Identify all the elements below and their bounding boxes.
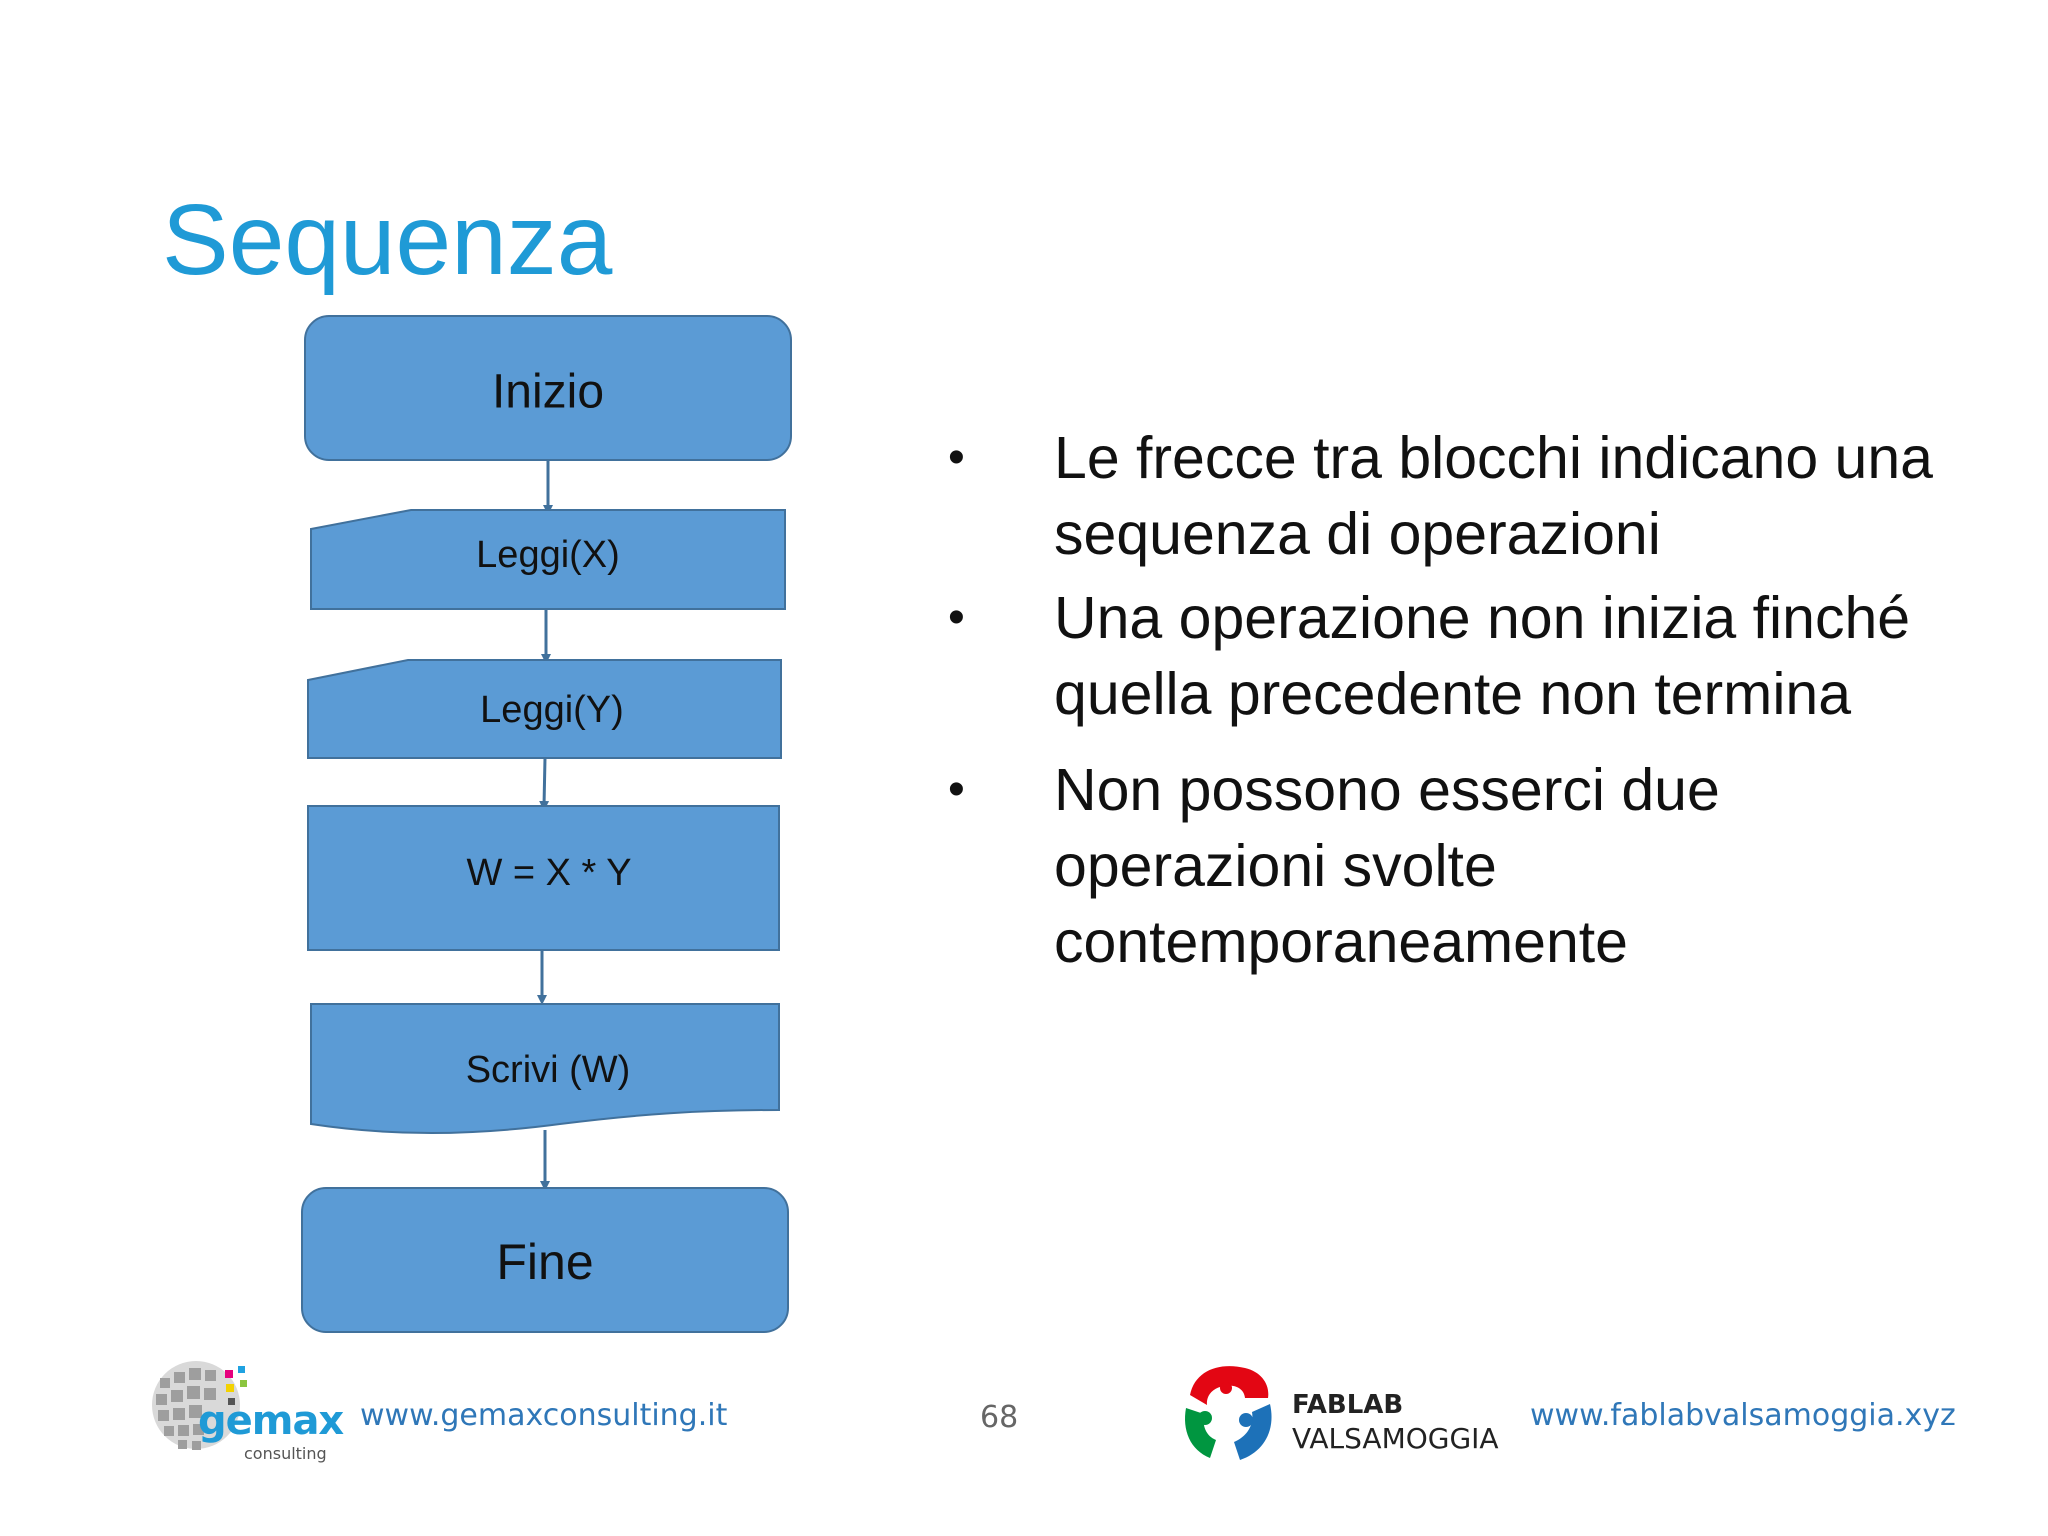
flow-arrow	[544, 758, 545, 806]
flow-node-write-label: Scrivi (W)	[465, 1049, 631, 1092]
bullet-item	[940, 420, 1940, 572]
bullet-text: Le frecce tra blocchi indicano una sequenza di operazioni	[1054, 425, 1933, 567]
bullet-text: Una operazione non inizia finché quella precedente non termina	[1054, 585, 1911, 727]
flow-node-write	[311, 1004, 779, 1133]
flow-node-process	[308, 806, 779, 950]
fablab-brand-line2: VALSAMOGGIA	[1292, 1422, 1499, 1455]
fablab-brand-line1: FABLAB	[1292, 1390, 1404, 1420]
flow-node-read-x-label: Leggi(X)	[476, 534, 620, 577]
flow-node-read-y-label: Leggi(Y)	[480, 689, 624, 732]
bullet-text: Non possono esserci due operazioni svolte contemporaneamente	[1054, 757, 1720, 975]
bullet-item	[940, 752, 1940, 980]
slide-title: Sequenza	[162, 184, 613, 296]
flow-node-end	[302, 1188, 788, 1332]
flow-node-start	[305, 316, 791, 460]
flow-node-start-label: Inizio	[491, 365, 605, 419]
gemax-brand-sub: consulting	[244, 1444, 327, 1463]
page-number: 68	[980, 1400, 1019, 1435]
bullet-marker: •	[948, 763, 965, 816]
flow-node-read-x	[311, 510, 785, 609]
bullet-marker: •	[948, 431, 965, 484]
gemax-url-link[interactable]: www.gemaxconsulting.it	[360, 1398, 728, 1433]
gemax-brand: gemax	[198, 1398, 344, 1444]
bullet-marker: •	[948, 591, 965, 644]
fablab-logo	[1179, 1366, 1272, 1462]
flow-node-end-label: Fine	[496, 1234, 594, 1291]
fablab-url-link[interactable]: www.fablabvalsamoggia.xyz	[1530, 1398, 1956, 1433]
bullet-item	[940, 580, 1940, 732]
flow-node-read-y	[308, 660, 781, 758]
bullet-list	[940, 420, 1940, 980]
flow-node-process-label: W = X * Y	[466, 852, 632, 895]
